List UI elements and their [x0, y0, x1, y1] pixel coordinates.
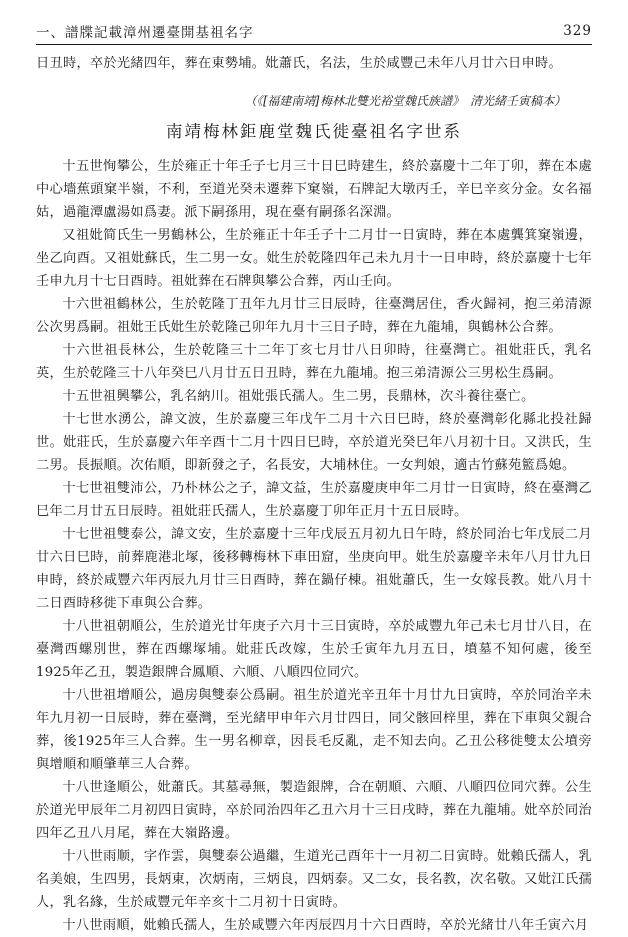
section-title: 南靖梅林鉅鹿堂魏氏徙臺祖名字世系: [166, 122, 462, 141]
intro-line: 日丑時，卒於光緒四年，葬在東勢埔。妣蕭氏，名法，生於咸豐己未年八月廿六日申時。: [36, 56, 563, 71]
paragraph: 十七世祖雙沛公，乃朴林公之子，諱文益，生於嘉慶庚申年二月廿一日寅時，終在臺灣乙巳年二月廿五日辰時。祖妣莊氏孺人，生於嘉慶丁卯年正月十五日辰時。: [36, 481, 592, 519]
header-title: 一、譜牒記載漳州遷臺開基祖名字: [36, 25, 254, 41]
source-note: （《[福建南靖]梅林北雙光裕堂魏氏族譜》 清光緒壬寅稿本）: [244, 94, 566, 108]
paragraph: 十八世雨顺，字作雲，與雙泰公過繼，生道光己酉年十一月初二日寅時。妣賴氏孺人，乳名美娘，生四男，長炳東，次炳南，三炳良，四炳泰。又二女，長名教，次名敬。又妣江氏孺人，乳名緣，生於咸豐元年辛亥十二月初十日寅時。: [36, 849, 592, 910]
running-header: [36, 22, 592, 40]
paragraph: 十五世恂攀公，生於雍正十年壬子七月三十日巳時建生，終於嘉慶十二年丁卯，葬在本處中心墻蕉頭窠半嶺，不利，至道光癸未遷葬下窠嶺，石牌記大墩丙壬，辛巳辛亥分金。女名福姑，過龍潭盧湯如爲妻。派下嗣孫用，現在臺有嗣孫名深淵。: [36, 159, 592, 220]
paragraph: 十五世祖興攀公，乳名納川。祖妣張氏孺人。生二男，長鼎林，次斗養往臺亡。: [62, 389, 535, 404]
header-rule: [36, 44, 592, 45]
paragraph: 十八世祖增順公，過房與雙泰公爲嗣。祖生於道光辛丑年十月廿九日寅時，卒於同治辛未年九月初一日辰時，葬在臺灣，至光緒甲申年六月廿四日，同父骸回梓里，葬在下車與父親合葬，後1925年三人合葬。生一男名柳章，因長毛反亂，走不知去向。乙丑公移徙雙太公墳旁與增順和順肇華三人合葬。: [36, 688, 592, 772]
paragraph: 十七世水湧公，諱文波，生於嘉慶三年戊午二月十六日巳時，終於臺灣彰化縣北投社歸世。妣莊氏，生於嘉慶六年辛酉十二月十四日巳時，卒於道光癸巳年八月初十日。又洪氏，生二男。長振順。次佑順，即新發之子，名長安，大埔林住。一女判娘，適古竹蘇苑籃爲媳。: [36, 412, 592, 473]
paragraph: 十六世祖長林公，生於乾隆三十二年丁亥七月廿八日卯時，往臺灣亡。祖妣莊氏，乳名英，生於乾隆三十八年癸巳八月廿五日丑時，葬在九龍埔。抱三弟清源公三男松生爲嗣。: [36, 343, 592, 381]
page-body: [36, 52, 592, 937]
page-number: 329: [563, 23, 592, 39]
paragraph: 十八世祖朝順公，生於道光廿年庚子六月十三日寅時，卒於咸豐九年己未七月廿八日，在臺灣西螺別世，葬在西螺塚埔。妣莊氏改嫁，生於壬寅年九月五日，墳墓不知何處，後至1925年乙丑，製造銀牌合鳳順、六順、八順四位同穴。: [36, 619, 592, 680]
paragraph: 十八世雨順，妣賴氏孺人，生於咸豐六年丙辰四月十六日酉時，卒於光緒廿八年壬寅六月: [62, 918, 589, 933]
paragraph: 十七世祖雙泰公，諱文安，生於嘉慶十三年戊辰五月初九日午時，終於同治七年戊辰二月廿六日巳時，前葬鹿港北塚，後移轉梅林下車田窟，坐庚向甲。妣生於嘉慶辛未年八月廿九日申時，終於咸豐六年丙辰九月廿三日酉時，葬在鍋仔棟。祖妣蕭氏，生一女嫁長教。妣八月十二日酉時移徙下車與公合葬。: [36, 527, 592, 611]
paragraph: 又祖妣简氏生一男鶴林公，生於雍正十年壬子十二月廿一日寅時，葬在本處龔箕窠嶺邊，坐乙向酉。又祖妣蘇氏，生二男一女。妣生於乾隆四年己未九月十一日申時，終於嘉慶十七年壬申九月十七日酉時。祖妣葬在石牌與攀公合葬，丙山壬向。: [36, 228, 592, 289]
paragraph: 十八世逢順公，妣蕭氏。其墓尋無，製造銀牌，合在朝順、六順、八順四位同穴葬。公生於道光甲辰年二月初四日寅時，卒於同治四年乙丑六月十三日戌時，葬在九龍埔。妣卒於同治四年乙丑八月尾，葬在大嶺路邊。: [36, 780, 592, 841]
paragraph: 十六世祖鶴林公，生於乾隆丁丑年九月廿三日辰時，往臺灣居住，香火歸祠，抱三弟清源公次男爲嗣。祖妣王氏妣生於乾隆己卯年九月十三日子時，葬在九龍埔，與鶴林公合葬。: [36, 297, 592, 335]
